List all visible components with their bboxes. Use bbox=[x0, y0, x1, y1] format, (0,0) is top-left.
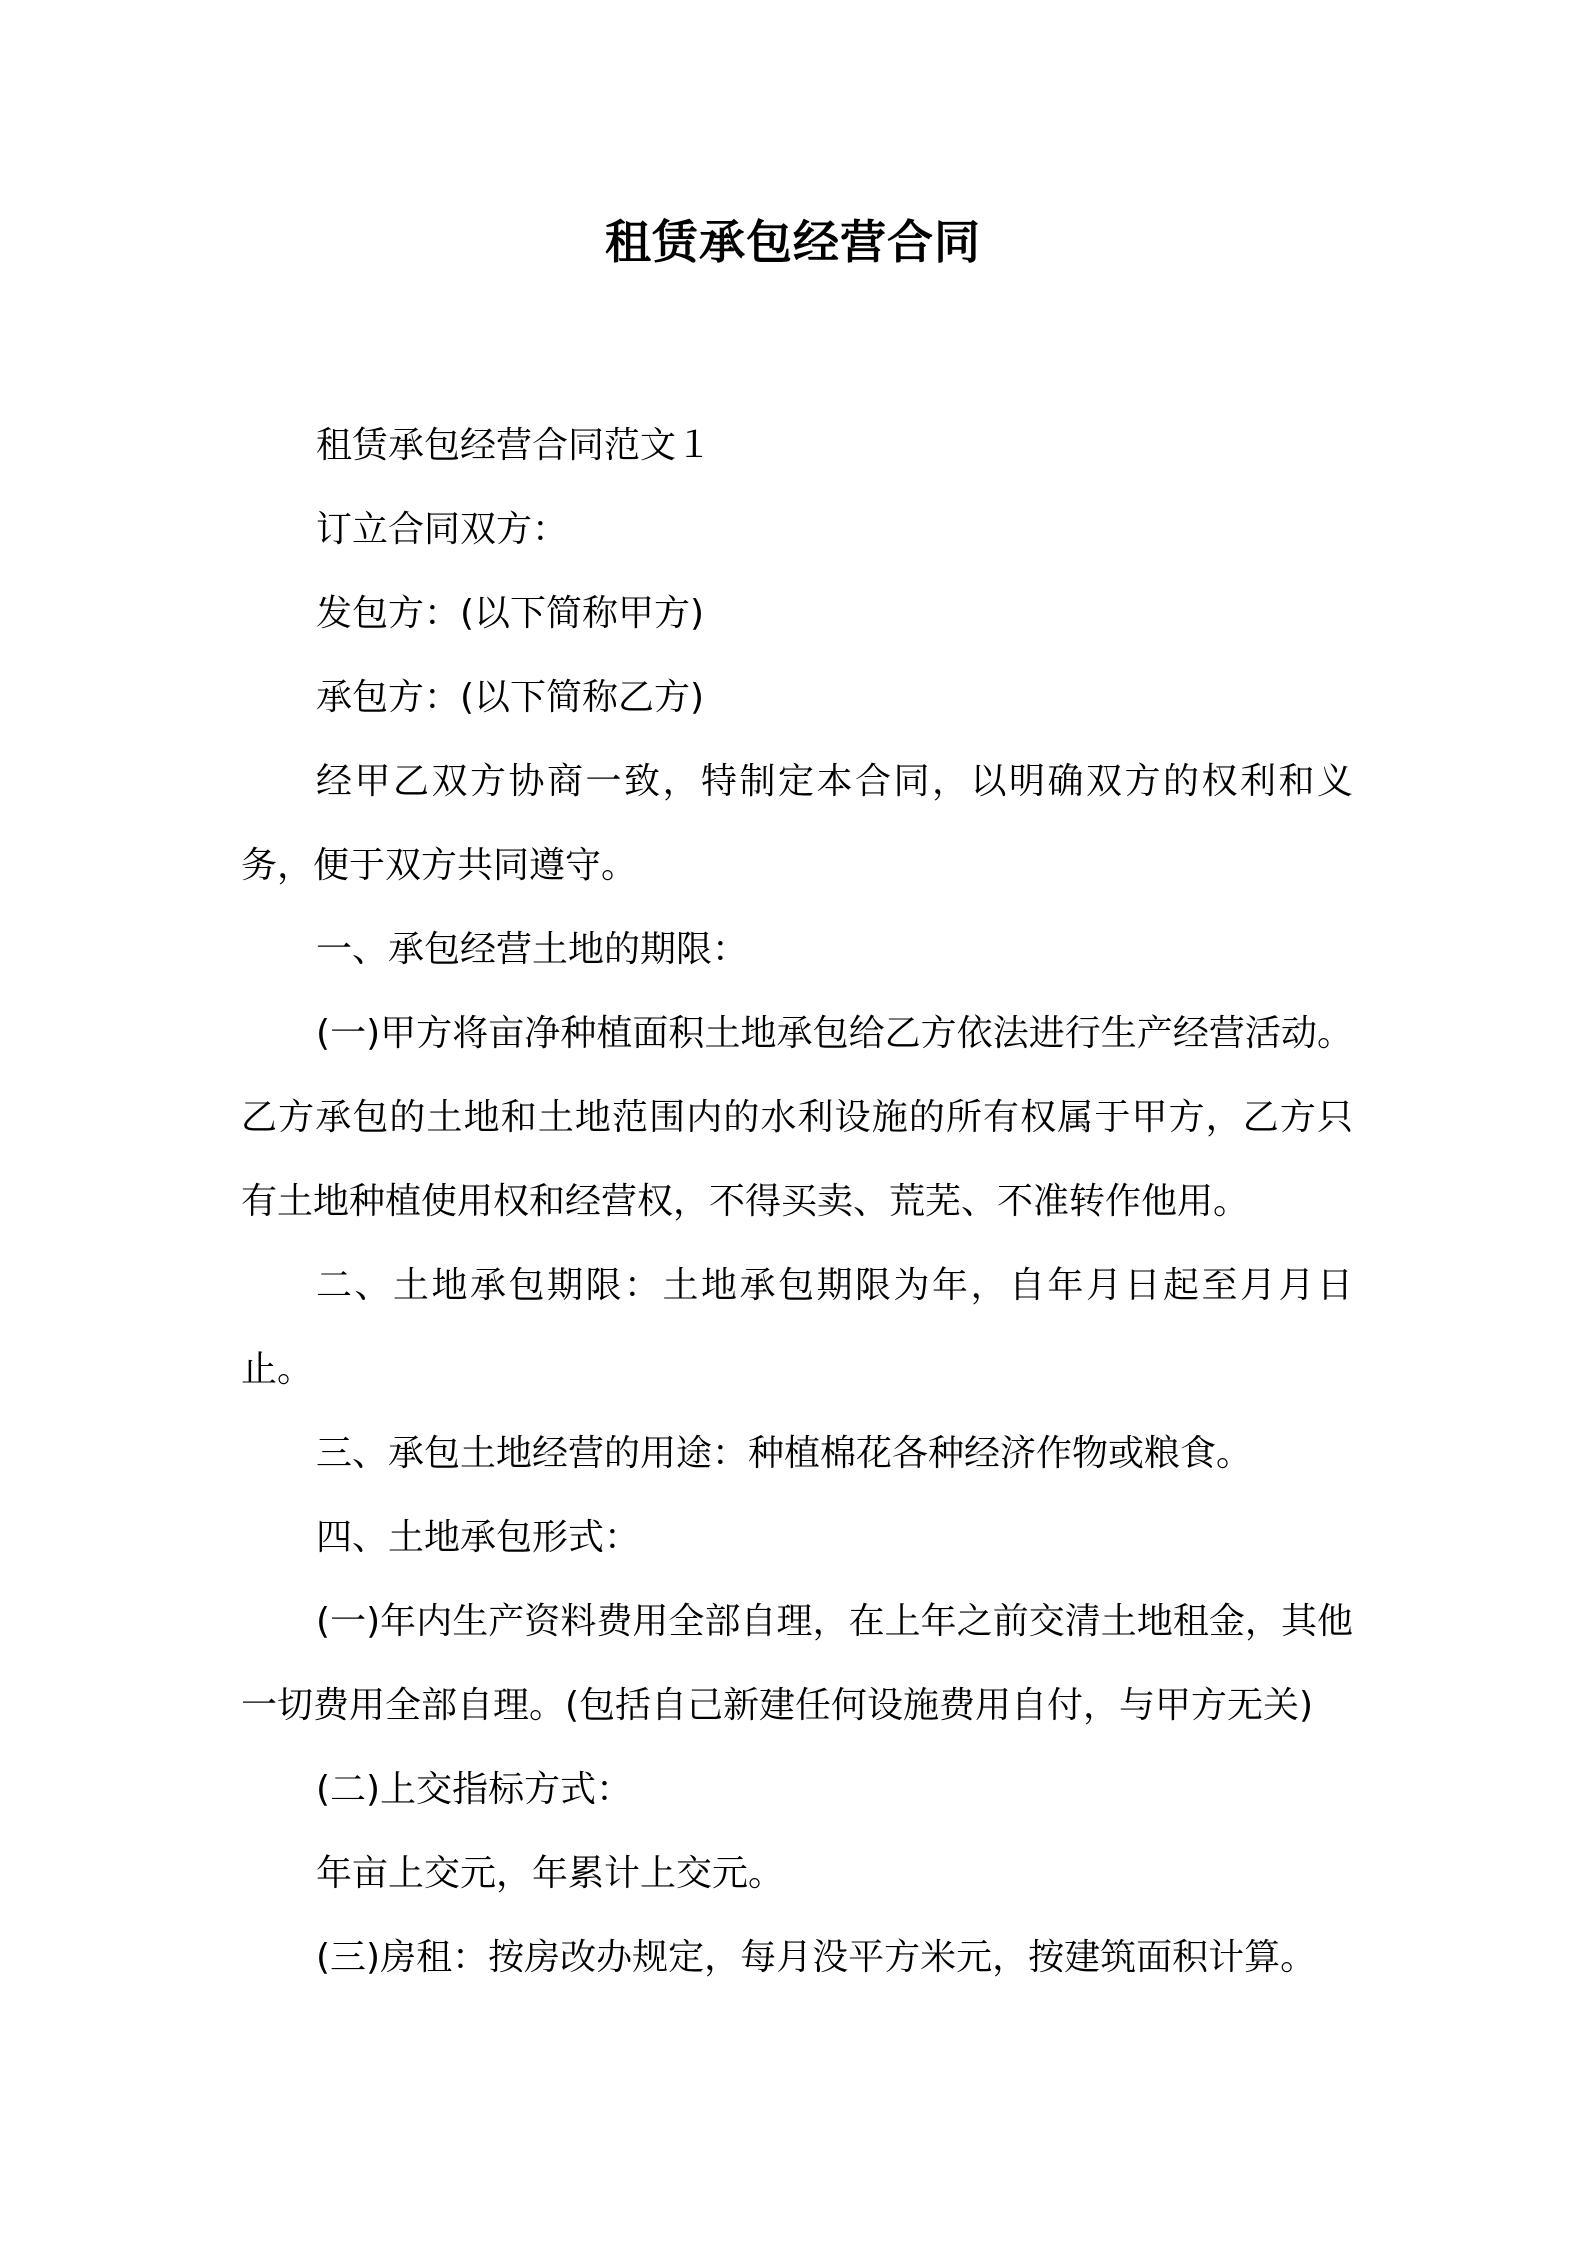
section-4-heading: 四、土地承包形式： bbox=[316, 1517, 641, 1558]
paragraph-parties-heading: 订立合同双方： bbox=[316, 509, 569, 550]
document-body bbox=[241, 404, 1353, 2000]
section-4-clause-3: (三)房租：按房改办规定，每月没平方米元，按建筑面积计算。 bbox=[316, 1937, 1317, 1978]
paragraph-sample-heading: 租赁承包经营合同范文１ bbox=[316, 425, 713, 466]
paragraph-preamble: 经甲乙双方协商一致，特制定本合同，以明确双方的权利和义务，便于双方共同遵守。 bbox=[241, 761, 1353, 886]
document-title: 租赁承包经营合同 bbox=[605, 215, 981, 269]
paragraph-party-a: 发包方：(以下简称甲方) bbox=[316, 593, 705, 634]
section-4-clause-2: (二)上交指标方式： bbox=[316, 1769, 633, 1810]
section-4-clause-2-detail: 年亩上交元，年累计上交元。 bbox=[316, 1853, 785, 1894]
paragraph-party-b: 承包方：(以下简称乙方) bbox=[316, 677, 705, 718]
section-1-clause-1: (一)甲方将亩净种植面积土地承包给乙方依法进行生产经营活动。乙方承包的土地和土地范围内的水利设施的所有权属于甲方，乙方只有土地种植使用权和经营权，不得买卖、荒芜、不准转作他用。 bbox=[241, 1013, 1353, 1222]
section-4-clause-1: (一)年内生产资料费用全部自理，在上年之前交清土地租金，其他一切费用全部自理。(包括自己新建任何设施费用自付，与甲方无关) bbox=[241, 1601, 1353, 1726]
section-1-heading: 一、承包经营土地的期限： bbox=[316, 929, 749, 970]
section-2: 二、土地承包期限：土地承包期限为年，自年月日起至月月日止。 bbox=[241, 1265, 1353, 1390]
section-3: 三、承包土地经营的用途：种植棉花各种经济作物或粮食。 bbox=[316, 1433, 1253, 1474]
